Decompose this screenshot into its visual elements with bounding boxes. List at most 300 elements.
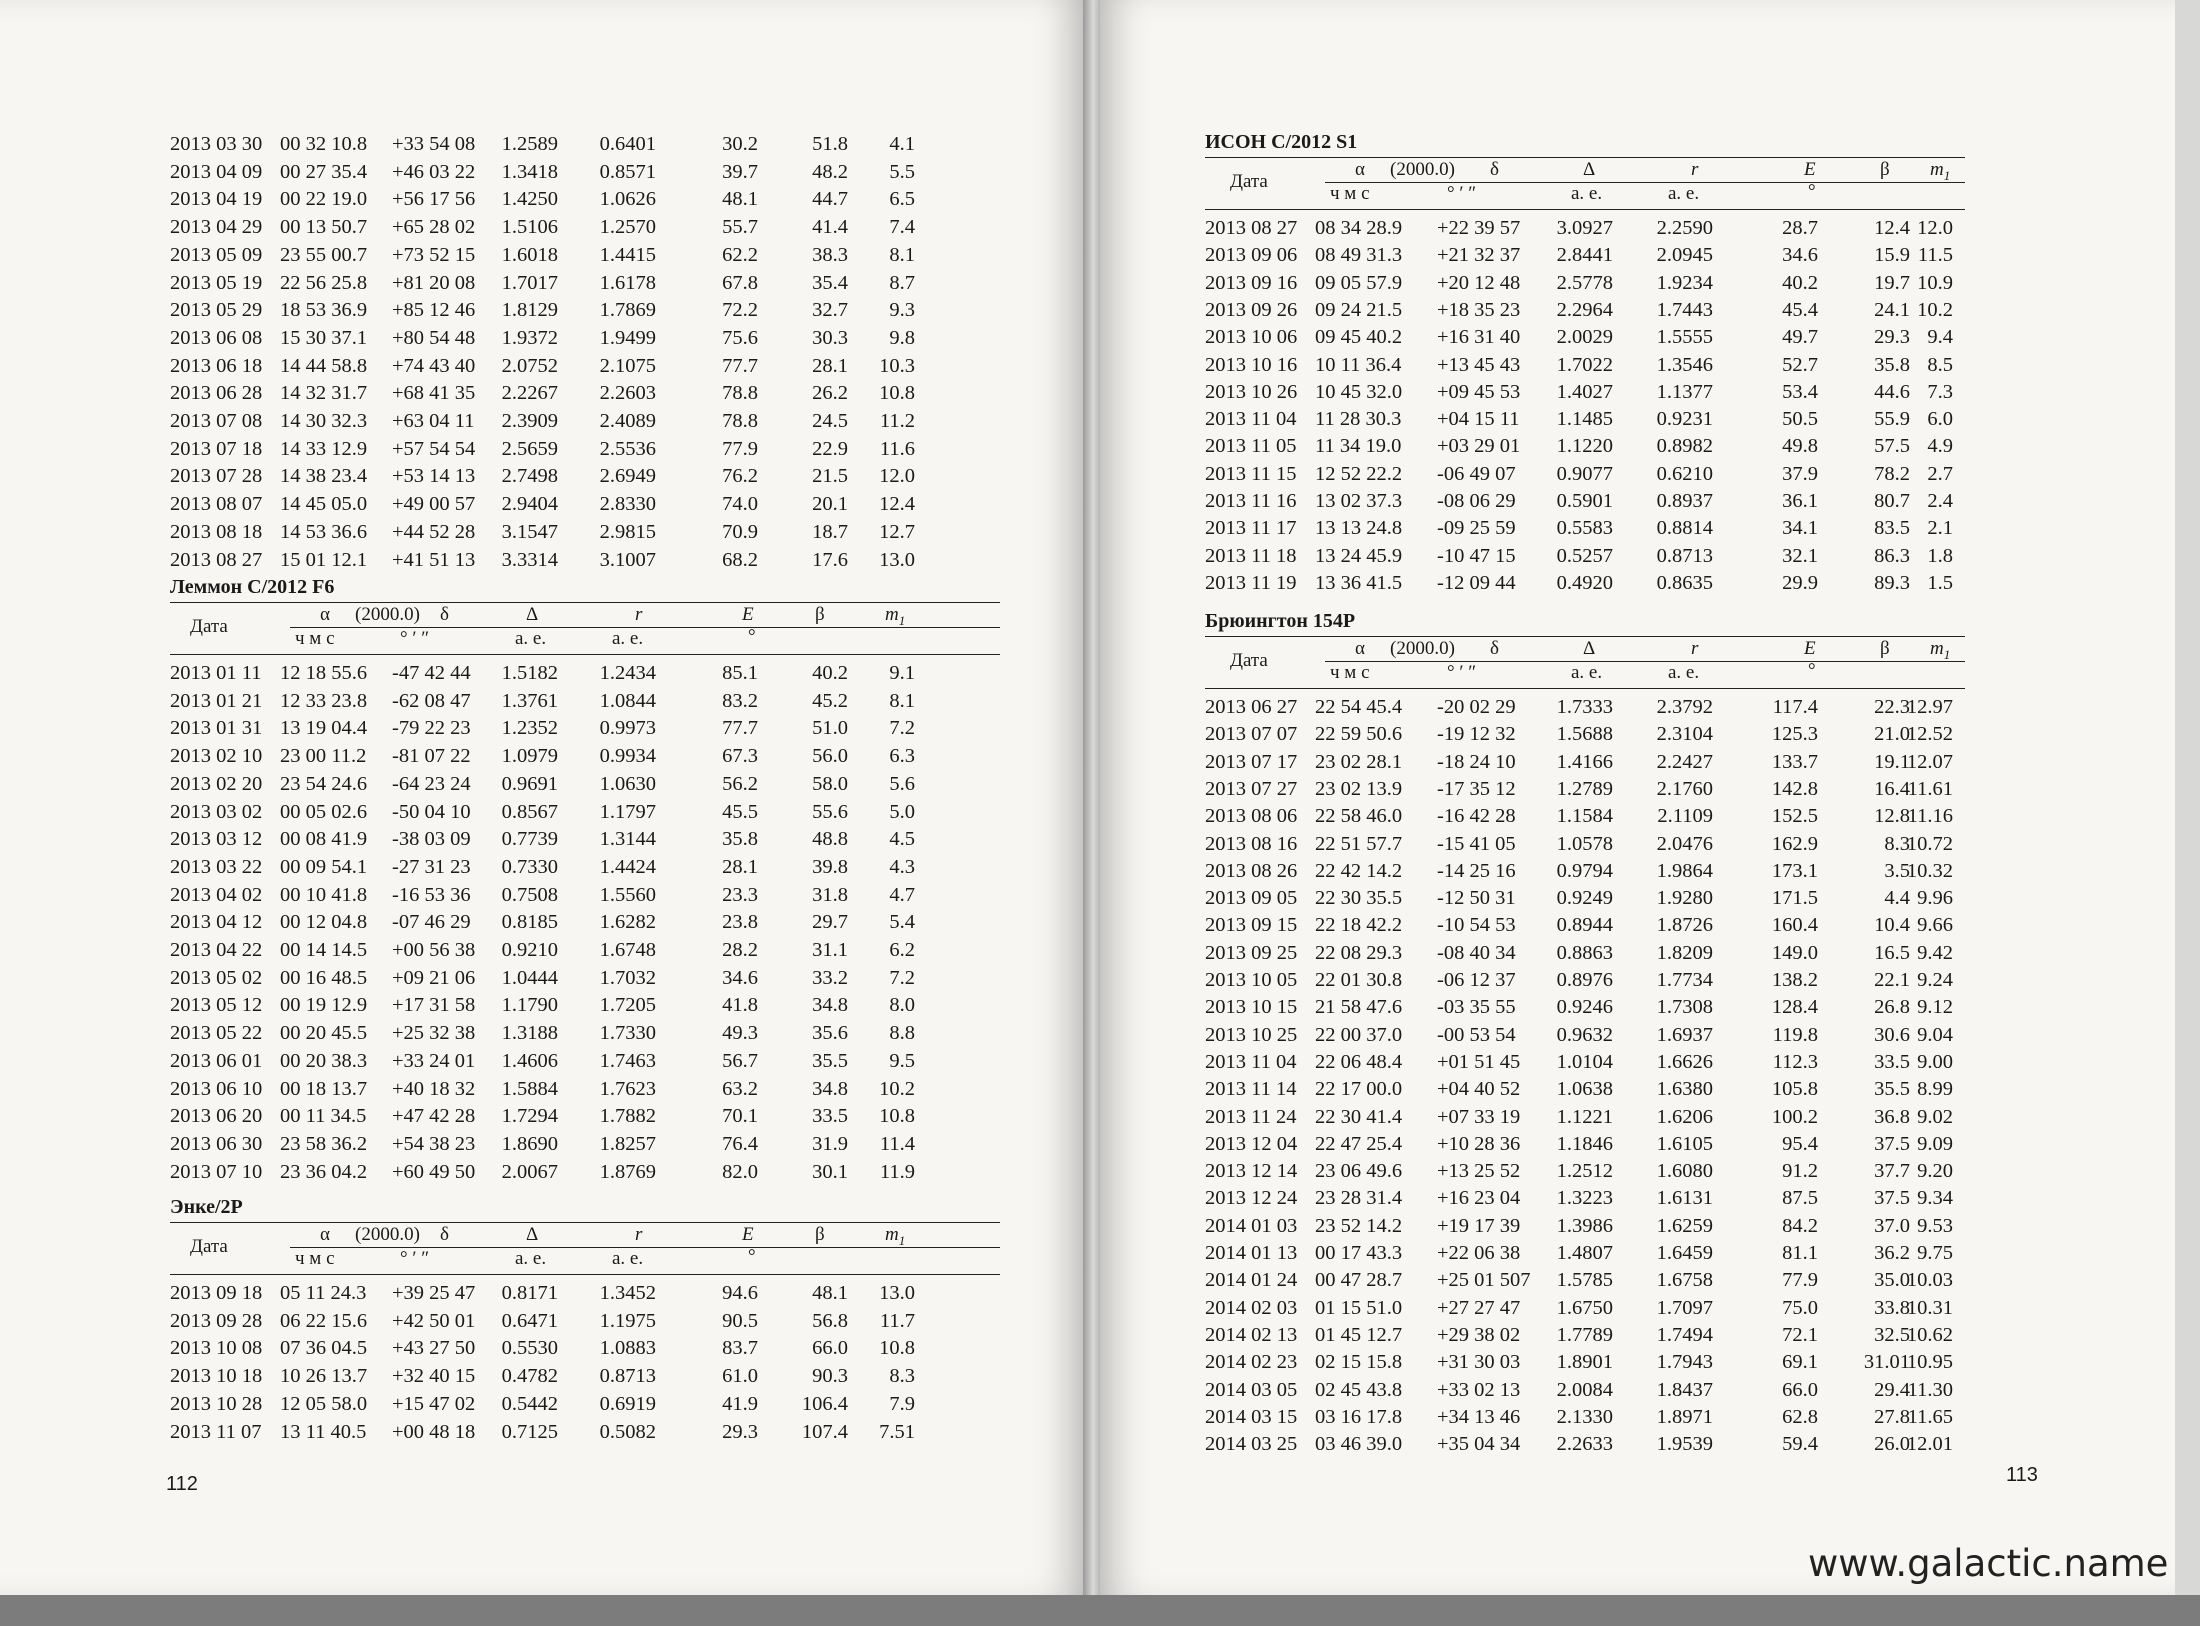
cell-ra: 22 54 45.4 bbox=[1315, 696, 1403, 718]
cell-dec: +10 28 36 bbox=[1437, 1132, 1521, 1155]
cell-magnitude: 8.0 bbox=[889, 994, 915, 1017]
cell-beta: 35.5 bbox=[1874, 1078, 1910, 1101]
table-row bbox=[170, 242, 1000, 269]
header-bottom-rule bbox=[1205, 688, 1965, 689]
header-bottom-rule bbox=[170, 654, 1000, 655]
cell-beta: 20.1 bbox=[812, 493, 848, 516]
cell-ra: 22 59 50.6 bbox=[1315, 723, 1403, 746]
cell-date: 2013 09 25 bbox=[1205, 941, 1298, 964]
cell-dec: +35 04 34 bbox=[1437, 1433, 1521, 1456]
cell-r: 0.8635 bbox=[1656, 571, 1713, 594]
cell-elongation: 78.8 bbox=[722, 410, 758, 432]
cell-dec: +00 56 38 bbox=[392, 939, 476, 961]
cell-beta: 66.0 bbox=[812, 1337, 848, 1360]
cell-elongation: 34.1 bbox=[1782, 517, 1818, 540]
cell-delta: 1.3223 bbox=[1556, 1187, 1613, 1210]
header-mid-rule bbox=[1325, 661, 1965, 662]
table-row bbox=[170, 882, 1000, 909]
table-row bbox=[170, 325, 1000, 352]
cell-dec: -10 54 53 bbox=[1437, 914, 1516, 937]
table-row bbox=[170, 159, 1000, 186]
header-degree bbox=[1808, 660, 1816, 682]
cell-beta: 39.8 bbox=[812, 855, 848, 878]
header-date-text: Дата bbox=[1230, 650, 1268, 671]
table-row bbox=[170, 1335, 1000, 1362]
cell-delta: 0.9246 bbox=[1556, 996, 1613, 1019]
cell-ra: 00 20 38.3 bbox=[280, 1049, 368, 1072]
cell-elongation: 94.6 bbox=[722, 1282, 758, 1304]
cell-r: 2.9815 bbox=[599, 520, 656, 543]
cell-delta: 0.5257 bbox=[1556, 544, 1613, 567]
table-title: Энке/2P bbox=[170, 1196, 243, 1218]
header-magnitude-subscript: 1 bbox=[1943, 167, 1951, 183]
cell-beta: 30.1 bbox=[812, 1160, 848, 1183]
cell-r: 1.0630 bbox=[599, 772, 656, 795]
cell-delta: 0.8863 bbox=[1556, 941, 1613, 964]
cell-magnitude: 7.51 bbox=[879, 1420, 915, 1443]
table-row bbox=[1205, 940, 1965, 967]
cell-magnitude: 11.7 bbox=[879, 1309, 915, 1332]
table-row bbox=[1205, 433, 1965, 460]
cell-r: 2.5536 bbox=[599, 437, 656, 460]
cell-r: 1.0626 bbox=[599, 188, 656, 211]
table-top-rule bbox=[1205, 636, 1965, 637]
cell-ra: 13 24 45.9 bbox=[1315, 544, 1403, 567]
cell-r: 2.4089 bbox=[599, 410, 656, 432]
cell-date: 2013 09 15 bbox=[1205, 914, 1298, 937]
cell-elongation: 77.9 bbox=[1782, 1269, 1818, 1292]
cell-delta: 0.5901 bbox=[1556, 490, 1613, 512]
cell-dec: +49 00 57 bbox=[392, 493, 476, 516]
header-degree bbox=[1808, 181, 1816, 203]
cell-ra: 02 45 43.8 bbox=[1315, 1378, 1403, 1401]
cell-ra: 23 36 04.2 bbox=[280, 1160, 368, 1183]
cell-magnitude: 13.0 bbox=[879, 1282, 915, 1304]
cell-elongation: 125.3 bbox=[1771, 723, 1818, 746]
cell-dec: +29 38 02 bbox=[1437, 1323, 1521, 1346]
header-alpha-text: α bbox=[1355, 638, 1365, 659]
cell-beta: 30.3 bbox=[812, 326, 848, 349]
cell-magnitude: 4.5 bbox=[889, 828, 915, 851]
table-row bbox=[1205, 1349, 1965, 1376]
cell-delta: 1.5182 bbox=[501, 662, 558, 684]
cell-dec: +47 42 28 bbox=[392, 1105, 476, 1128]
cell-ra: 05 11 24.3 bbox=[280, 1282, 367, 1304]
cell-magnitude: 5.0 bbox=[889, 800, 915, 823]
cell-delta: 1.6018 bbox=[501, 243, 558, 266]
cell-date: 2014 02 23 bbox=[1205, 1351, 1298, 1374]
cell-ra: 00 47 28.7 bbox=[1315, 1269, 1403, 1292]
header-au-delta-text: а. е. bbox=[515, 1248, 547, 1269]
cell-dec: +09 21 06 bbox=[392, 966, 476, 989]
cell-r: 2.8330 bbox=[599, 493, 656, 516]
cell-delta: 1.7294 bbox=[501, 1105, 558, 1128]
cell-r: 1.7943 bbox=[1656, 1351, 1713, 1374]
cell-r: 2.0476 bbox=[1656, 832, 1713, 855]
cell-elongation: 45.5 bbox=[722, 800, 758, 823]
cell-delta: 1.0979 bbox=[501, 745, 558, 768]
cell-r: 0.6401 bbox=[599, 133, 656, 155]
cell-beta: 19.1 bbox=[1874, 750, 1910, 773]
cell-beta: 51.0 bbox=[812, 717, 848, 740]
cell-dec: -81 07 22 bbox=[392, 745, 471, 768]
cell-magnitude: 9.53 bbox=[1917, 1214, 1953, 1237]
cell-dec: +27 27 47 bbox=[1437, 1296, 1521, 1319]
cell-delta: 0.7330 bbox=[501, 855, 558, 878]
cell-ra: 03 46 39.0 bbox=[1315, 1433, 1403, 1456]
header-degree-text: ° bbox=[748, 626, 756, 647]
cell-beta: 106.4 bbox=[801, 1392, 848, 1415]
cell-elongation: 53.4 bbox=[1782, 380, 1818, 403]
cell-ra: 00 17 43.3 bbox=[1315, 1242, 1403, 1264]
cell-beta: 31.1 bbox=[812, 939, 848, 961]
cell-delta: 1.1584 bbox=[1556, 805, 1613, 828]
cell-beta: 58.0 bbox=[812, 772, 848, 795]
cell-ra: 00 12 04.8 bbox=[280, 911, 368, 934]
cell-ra: 13 13 24.8 bbox=[1315, 517, 1403, 540]
cell-beta: 19.7 bbox=[1874, 271, 1910, 294]
cell-elongation: 72.2 bbox=[722, 299, 758, 322]
header-bottom-rule bbox=[170, 1274, 1000, 1275]
cell-beta: 32.5 bbox=[1874, 1323, 1910, 1346]
cell-beta: 16.4 bbox=[1874, 777, 1910, 800]
cell-dec: +74 43 40 bbox=[392, 354, 476, 377]
cell-beta: 89.3 bbox=[1874, 571, 1910, 594]
cell-magnitude: 5.5 bbox=[889, 160, 915, 183]
cell-r: 1.8769 bbox=[599, 1160, 656, 1183]
header-hms-text: ч м с bbox=[295, 628, 335, 649]
header-dms-text: ° ′ ″ bbox=[400, 628, 430, 649]
cell-ra: 14 38 23.4 bbox=[280, 465, 368, 488]
cell-delta: 2.3909 bbox=[501, 410, 558, 432]
cell-magnitude: 11.16 bbox=[1907, 805, 1953, 828]
cell-magnitude: 7.2 bbox=[889, 717, 915, 740]
header-dms bbox=[400, 1248, 429, 1270]
cell-magnitude: 8.8 bbox=[889, 1022, 915, 1045]
cell-ra: 22 51 57.7 bbox=[1315, 832, 1403, 855]
header-degree bbox=[748, 626, 756, 648]
cell-delta: 1.4606 bbox=[501, 1049, 558, 1072]
cell-delta: 2.2267 bbox=[501, 382, 558, 405]
cell-elongation: 23.3 bbox=[722, 883, 758, 906]
table-row bbox=[1205, 1213, 1965, 1240]
cell-beta: 33.5 bbox=[1874, 1050, 1910, 1073]
cell-delta: 2.1330 bbox=[1556, 1405, 1613, 1428]
table-row bbox=[170, 688, 1000, 715]
cell-delta: 1.5785 bbox=[1556, 1269, 1613, 1292]
left-page bbox=[0, 0, 1083, 1595]
cell-elongation: 61.0 bbox=[722, 1365, 758, 1388]
cell-beta: 35.4 bbox=[812, 271, 848, 294]
table-row bbox=[1205, 297, 1965, 324]
cell-ra: 11 28 30.3 bbox=[1315, 408, 1402, 431]
header-date bbox=[1230, 650, 1268, 672]
cell-ra: 14 53 36.6 bbox=[280, 520, 368, 543]
cell-date: 2014 01 24 bbox=[1205, 1269, 1298, 1292]
header-dms-text: ° ′ ″ bbox=[400, 1248, 430, 1269]
cell-delta: 1.1220 bbox=[1556, 435, 1613, 458]
cell-magnitude: 12.52 bbox=[1906, 723, 1953, 746]
table-row bbox=[1205, 1240, 1965, 1267]
cell-elongation: 83.7 bbox=[722, 1337, 758, 1360]
cell-ra: 14 33 12.9 bbox=[280, 437, 368, 460]
cell-date: 2013 10 06 bbox=[1205, 326, 1298, 349]
header-dms bbox=[1447, 183, 1476, 205]
cell-date: 2013 04 19 bbox=[170, 188, 263, 211]
cell-ra: 02 15 15.8 bbox=[1315, 1351, 1403, 1374]
cell-delta: 1.7333 bbox=[1556, 696, 1613, 718]
cell-date: 2013 10 05 bbox=[1205, 969, 1298, 991]
table-row bbox=[170, 992, 1000, 1019]
cell-ra: 00 13 50.7 bbox=[280, 216, 368, 239]
cell-date: 2013 12 14 bbox=[1205, 1160, 1298, 1183]
header-phase-angle-text: β bbox=[815, 604, 825, 625]
scan-background bbox=[0, 1595, 2200, 1626]
cell-r: 1.7494 bbox=[1656, 1323, 1713, 1346]
cell-dec: +40 18 32 bbox=[392, 1077, 476, 1100]
cell-r: 2.1760 bbox=[1656, 777, 1713, 800]
cell-delta: 0.8171 bbox=[501, 1282, 558, 1304]
cell-beta: 22.1 bbox=[1874, 969, 1910, 991]
cell-ra: 00 05 02.6 bbox=[280, 800, 368, 823]
cell-ra: 23 02 28.1 bbox=[1315, 750, 1403, 773]
cell-dec: +21 32 37 bbox=[1437, 244, 1521, 267]
cell-dec: +15 47 02 bbox=[392, 1392, 476, 1415]
cell-elongation: 50.5 bbox=[1782, 408, 1818, 431]
cell-beta: 22.9 bbox=[812, 437, 848, 460]
cell-ra: 12 33 23.8 bbox=[280, 689, 368, 712]
header-au-r bbox=[612, 1248, 643, 1270]
cell-dec: +34 13 46 bbox=[1437, 1405, 1521, 1428]
cell-dec: -09 25 59 bbox=[1437, 517, 1516, 540]
cell-r: 0.8713 bbox=[599, 1365, 656, 1388]
cell-elongation: 39.7 bbox=[722, 160, 758, 183]
cell-elongation: 171.5 bbox=[1771, 887, 1818, 910]
cell-magnitude: 12.97 bbox=[1906, 696, 1953, 718]
cell-r: 1.7330 bbox=[599, 1022, 656, 1045]
cell-dec: +43 27 50 bbox=[392, 1337, 476, 1360]
page-edge bbox=[2175, 0, 2200, 1595]
cell-date: 2013 04 29 bbox=[170, 216, 263, 239]
cell-magnitude: 11.5 bbox=[1917, 244, 1953, 267]
cell-elongation: 138.2 bbox=[1771, 969, 1818, 991]
cell-date: 2013 06 28 bbox=[170, 382, 263, 405]
cell-delta: 1.4166 bbox=[1556, 750, 1613, 773]
cell-dec: -19 12 32 bbox=[1437, 723, 1516, 746]
cell-ra: 22 56 25.8 bbox=[280, 271, 368, 294]
cell-dec: +13 45 43 bbox=[1437, 353, 1521, 376]
cell-magnitude: 8.5 bbox=[1927, 353, 1953, 376]
cell-date: 2014 03 05 bbox=[1205, 1378, 1298, 1401]
cell-dec: +73 52 15 bbox=[392, 243, 476, 266]
cell-magnitude: 6.5 bbox=[889, 188, 915, 211]
cell-date: 2013 07 27 bbox=[1205, 777, 1298, 800]
cell-ra: 07 36 04.5 bbox=[280, 1337, 368, 1360]
cell-elongation: 74.0 bbox=[722, 493, 758, 516]
cell-r: 1.7882 bbox=[599, 1105, 656, 1128]
header-au-delta bbox=[1571, 662, 1602, 684]
cell-ra: 22 01 30.8 bbox=[1315, 969, 1403, 991]
cell-magnitude: 8.7 bbox=[889, 271, 915, 294]
header-au-r-text: а. е. bbox=[612, 1248, 644, 1269]
cell-date: 2013 06 20 bbox=[170, 1105, 263, 1128]
header-distance-earth bbox=[1583, 638, 1595, 660]
cell-r: 2.1075 bbox=[599, 354, 656, 377]
header-mid-rule bbox=[290, 1247, 1000, 1248]
header-phase-angle bbox=[815, 1224, 825, 1246]
cell-date: 2013 10 08 bbox=[170, 1337, 263, 1360]
cell-r: 0.9973 bbox=[599, 717, 656, 740]
cell-r: 1.7308 bbox=[1656, 996, 1713, 1019]
cell-delta: 1.9372 bbox=[501, 326, 558, 349]
header-hms-text: ч м с bbox=[295, 1248, 335, 1269]
cell-date: 2013 03 02 bbox=[170, 800, 263, 823]
cell-dec: +00 48 18 bbox=[392, 1420, 476, 1443]
cell-ra: 14 45 05.0 bbox=[280, 493, 368, 516]
cell-date: 2013 01 31 bbox=[170, 717, 263, 740]
table-title: ИСОН C/2012 S1 bbox=[1205, 131, 1358, 153]
cell-elongation: 30.2 bbox=[722, 133, 758, 155]
table-top-rule bbox=[170, 1222, 1000, 1223]
cell-beta: 31.9 bbox=[812, 1132, 848, 1155]
cell-dec: +32 40 15 bbox=[392, 1365, 476, 1388]
cell-elongation: 78.8 bbox=[722, 382, 758, 405]
cell-r: 1.7734 bbox=[1656, 969, 1713, 991]
cell-delta: 2.0067 bbox=[501, 1160, 558, 1183]
cell-date: 2013 08 07 bbox=[170, 493, 263, 516]
cell-magnitude: 9.02 bbox=[1917, 1105, 1953, 1128]
cell-delta: 1.1790 bbox=[501, 994, 558, 1017]
cell-date: 2013 11 16 bbox=[1205, 490, 1297, 512]
cell-beta: 24.5 bbox=[812, 410, 848, 432]
cell-dec: +56 17 56 bbox=[392, 188, 476, 211]
cell-r: 1.1797 bbox=[599, 800, 656, 823]
cell-magnitude: 4.9 bbox=[1927, 435, 1953, 458]
cell-elongation: 85.1 bbox=[722, 662, 758, 684]
cell-r: 1.0844 bbox=[599, 689, 656, 712]
cell-date: 2013 11 18 bbox=[1205, 544, 1297, 567]
cell-dec: -14 25 16 bbox=[1437, 859, 1516, 882]
header-phase-angle bbox=[1880, 159, 1890, 181]
cell-r: 1.7097 bbox=[1656, 1296, 1713, 1319]
cell-ra: 23 02 13.9 bbox=[1315, 777, 1403, 800]
table-row bbox=[1205, 352, 1965, 379]
cell-beta: 56.8 bbox=[812, 1309, 848, 1332]
cell-magnitude: 10.31 bbox=[1906, 1296, 1953, 1319]
header-magnitude bbox=[1930, 159, 1950, 184]
cell-delta: 0.7125 bbox=[501, 1420, 558, 1443]
cell-ra: 14 32 31.7 bbox=[280, 382, 368, 405]
cell-ra: 13 11 40.5 bbox=[280, 1420, 367, 1443]
cell-elongation: 117.4 bbox=[1772, 696, 1818, 718]
cell-delta: 2.0752 bbox=[501, 354, 558, 377]
cell-elongation: 56.7 bbox=[722, 1049, 758, 1072]
header-au-r bbox=[1668, 183, 1699, 205]
header-phase-angle-text: β bbox=[1880, 638, 1890, 659]
cell-dec: -12 09 44 bbox=[1437, 571, 1516, 594]
cell-ra: 22 30 41.4 bbox=[1315, 1105, 1403, 1128]
header-au-delta bbox=[1571, 183, 1602, 205]
cell-ra: 22 30 35.5 bbox=[1315, 887, 1403, 910]
cell-r: 1.6259 bbox=[1656, 1214, 1713, 1237]
cell-beta: 16.5 bbox=[1874, 941, 1910, 964]
cell-ra: 00 11 34.5 bbox=[280, 1105, 367, 1128]
header-hms-text: ч м с bbox=[1330, 183, 1370, 204]
cell-magnitude: 10.8 bbox=[879, 1337, 915, 1360]
cell-magnitude: 2.7 bbox=[1927, 462, 1953, 485]
cell-magnitude: 10.72 bbox=[1906, 832, 1953, 855]
cell-delta: 0.8944 bbox=[1556, 914, 1613, 937]
cell-date: 2013 06 18 bbox=[170, 354, 263, 377]
cell-beta: 44.6 bbox=[1874, 380, 1910, 403]
cell-dec: +53 14 13 bbox=[392, 465, 476, 488]
table-row bbox=[170, 408, 1000, 435]
cell-r: 1.6748 bbox=[599, 939, 656, 961]
cell-ra: 10 26 13.7 bbox=[280, 1365, 368, 1388]
table-row bbox=[170, 1103, 1000, 1130]
header-magnitude bbox=[885, 604, 905, 629]
cell-magnitude: 10.3 bbox=[879, 354, 915, 377]
cell-r: 2.6949 bbox=[599, 465, 656, 488]
table-row bbox=[1205, 694, 1965, 721]
cell-elongation: 75.6 bbox=[722, 326, 758, 349]
cell-ra: 12 18 55.6 bbox=[280, 662, 368, 684]
cell-delta: 3.0927 bbox=[1556, 217, 1613, 239]
header-epoch bbox=[355, 1224, 420, 1246]
table-row bbox=[170, 660, 1000, 687]
cell-magnitude: 7.3 bbox=[1927, 380, 1953, 403]
header-delta bbox=[1490, 159, 1499, 181]
cell-beta: 31.8 bbox=[812, 883, 848, 906]
header-au-r-text: а. е. bbox=[1668, 662, 1700, 683]
cell-dec: +16 31 40 bbox=[1437, 326, 1521, 349]
cell-magnitude: 2.1 bbox=[1927, 517, 1953, 540]
header-au-delta bbox=[515, 1248, 546, 1270]
cell-ra: 15 30 37.1 bbox=[280, 326, 368, 349]
cell-date: 2013 04 22 bbox=[170, 939, 263, 961]
cell-date: 2013 06 01 bbox=[170, 1049, 263, 1072]
cell-magnitude: 11.4 bbox=[879, 1132, 915, 1155]
cell-r: 1.4424 bbox=[599, 855, 656, 878]
cell-date: 2013 02 20 bbox=[170, 772, 263, 795]
cell-magnitude: 12.0 bbox=[879, 465, 915, 488]
header-dms bbox=[1447, 662, 1476, 684]
cell-dec: +65 28 02 bbox=[392, 216, 476, 239]
header-elongation bbox=[1804, 159, 1816, 181]
header-hms bbox=[1330, 662, 1370, 684]
header-alpha-text: α bbox=[320, 604, 330, 625]
cell-beta: 48.8 bbox=[812, 828, 848, 851]
header-mid-rule bbox=[1325, 182, 1965, 183]
cell-r: 1.9864 bbox=[1656, 859, 1713, 882]
cell-magnitude: 11.9 bbox=[879, 1160, 915, 1183]
cell-magnitude: 4.7 bbox=[889, 883, 915, 906]
cell-magnitude: 8.1 bbox=[889, 243, 915, 266]
cell-date: 2013 11 24 bbox=[1205, 1105, 1297, 1128]
cell-magnitude: 11.2 bbox=[879, 410, 915, 432]
cell-ra: 00 14 14.5 bbox=[280, 939, 368, 961]
cell-ra: 23 00 11.2 bbox=[280, 745, 367, 768]
cell-delta: 0.5442 bbox=[501, 1392, 558, 1415]
cell-elongation: 173.1 bbox=[1771, 859, 1818, 882]
cell-dec: +04 40 52 bbox=[1437, 1078, 1521, 1101]
table-row bbox=[170, 1308, 1000, 1335]
cell-dec: +46 03 22 bbox=[392, 160, 476, 183]
cell-elongation: 35.8 bbox=[722, 828, 758, 851]
header-elongation bbox=[742, 1224, 754, 1246]
header-mid-rule bbox=[290, 627, 1000, 628]
cell-magnitude: 1.5 bbox=[1927, 571, 1953, 594]
